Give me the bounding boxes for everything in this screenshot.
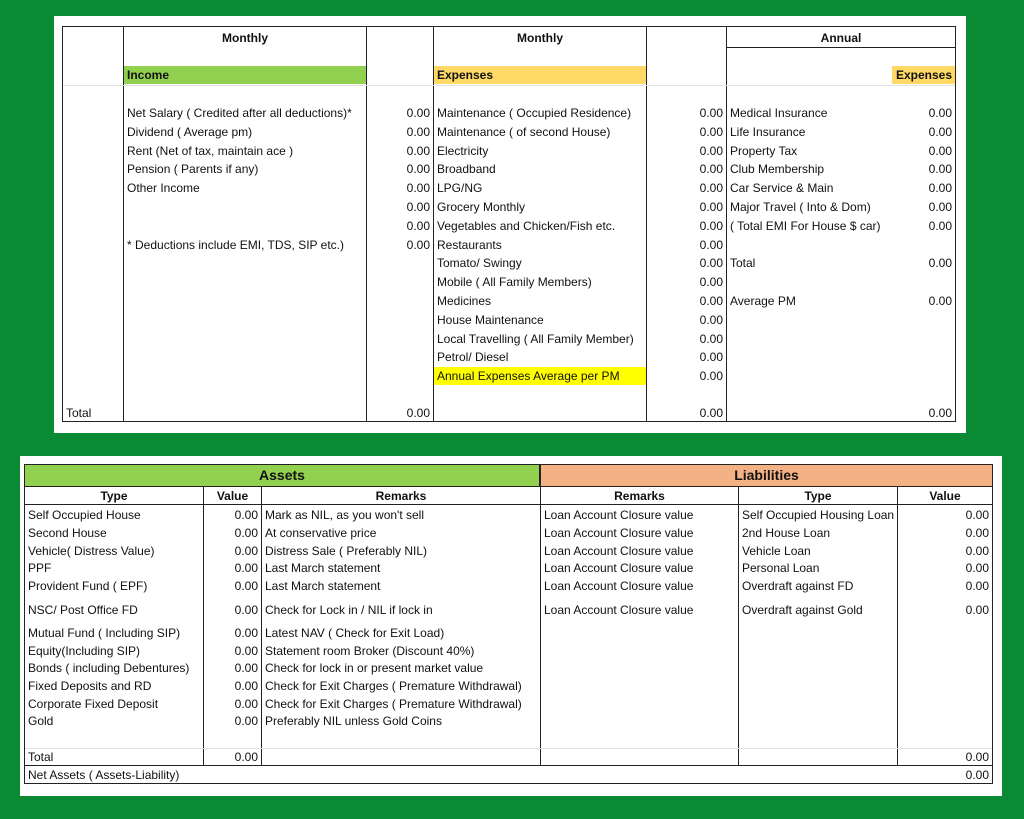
expense-item-value[interactable]: 0.00 [699,124,723,139]
annual-expenses-section-label: Expenses [892,66,955,84]
expense-item-label: Local Travelling ( All Family Member) [437,331,634,346]
asset-type: Bonds ( including Debentures) [28,661,190,675]
income-item-value[interactable]: 0.00 [406,218,430,233]
annual-item-value[interactable]: 0.00 [928,256,952,271]
monthly-budget-sheet [54,16,966,433]
income-item-label: Other Income [127,181,200,196]
liability-value[interactable]: 0.00 [965,579,989,593]
expense-item-value[interactable]: 0.00 [699,256,723,271]
asset-value[interactable]: 0.00 [234,697,258,711]
liability-value-header: Value [929,489,961,503]
expense-item-value[interactable]: 0.00 [699,369,723,384]
income-total-value[interactable]: 0.00 [406,406,430,420]
liability-remarks: Loan Account Closure value [544,508,694,522]
annual-item-label: Club Membership [730,162,825,177]
asset-value[interactable]: 0.00 [234,579,258,593]
income-monthly-header: Monthly [222,31,268,45]
annual-item-label: Medical Insurance [730,106,828,120]
asset-value[interactable]: 0.00 [234,603,258,617]
liability-type: Overdraft against FD [742,579,854,593]
asset-type: Gold [28,714,54,728]
liability-type-header: Type [804,489,832,503]
expense-item-value[interactable]: 0.00 [699,200,723,214]
expenses-section-label: Expenses [434,66,646,84]
expense-item-label: Tomato/ Swingy [437,256,522,271]
liability-remarks-header: Remarks [614,489,665,503]
budget-total-label: Total [66,406,92,420]
asset-remarks: Check for Exit Charges ( Premature Withdrawal) [265,697,522,711]
net-assets-label: Net Assets ( Assets-Liability) [28,768,180,782]
liability-value[interactable]: 0.00 [965,603,989,617]
income-item-label: Net Salary ( Credited after all deductions)* [127,106,352,120]
expense-item-value[interactable]: 0.00 [699,237,723,252]
expense-item-label: Restaurants [437,237,502,252]
asset-value[interactable]: 0.00 [234,679,258,693]
expense-item-value[interactable]: 0.00 [699,294,723,308]
income-item-label: Dividend ( Average pm) [127,124,253,139]
annual-item-value[interactable]: 0.00 [928,181,952,196]
income-item-label: Rent (Net of tax, maintain ace ) [127,143,294,158]
liability-remarks: Loan Account Closure value [544,544,694,558]
expense-item-label: Vegetables and Chicken/Fish etc. [437,218,616,233]
total-assets-value[interactable]: 0.00 [234,750,258,764]
annual-item-value[interactable]: 0.00 [928,143,952,158]
asset-type: PPF [28,561,52,575]
annual-item-label: Property Tax [730,143,798,158]
annual-total-value[interactable]: 0.00 [928,406,952,420]
annual-item-value[interactable]: 0.00 [928,106,952,120]
asset-value[interactable]: 0.00 [234,508,258,522]
asset-type-header: Type [100,489,128,503]
asset-type: Vehicle( Distress Value) [28,544,155,558]
net-assets-value[interactable]: 0.00 [965,768,989,782]
liability-type: 2nd House Loan [742,526,831,540]
asset-type: Second House [28,526,107,540]
annual-item-label: Life Insurance [730,124,806,139]
asset-remarks: Check for Lock in / NIL if lock in [265,603,433,617]
expense-item-label: LPG/NG [437,181,483,196]
asset-value[interactable]: 0.00 [234,661,258,675]
asset-value[interactable]: 0.00 [234,644,258,658]
asset-remarks: Mark as NIL, as you won't sell [265,508,425,522]
asset-type: Self Occupied House [28,508,141,522]
liability-value[interactable]: 0.00 [965,508,989,522]
annual-item-label: Average PM [730,294,796,308]
expense-item-label: Electricity [437,143,489,158]
annual-item-value[interactable]: 0.00 [928,218,952,233]
asset-remarks: Distress Sale ( Preferably NIL) [265,544,428,558]
expense-item-value[interactable]: 0.00 [699,275,723,290]
total-liabilities-value[interactable]: 0.00 [965,750,989,764]
annual-header: Annual [820,31,862,45]
expense-item-label: Maintenance ( Occupied Residence) [437,106,632,120]
income-item-value[interactable]: 0.00 [406,106,430,120]
annual-item-label: Total [730,256,756,271]
asset-remarks: Last March statement [265,579,381,593]
asset-remarks: Preferably NIL unless Gold Coins [265,714,442,728]
expense-item-value[interactable]: 0.00 [699,162,723,177]
income-item-value[interactable]: 0.00 [406,181,430,196]
asset-value[interactable]: 0.00 [234,544,258,558]
expense-item-value[interactable]: 0.00 [699,312,723,327]
liability-value[interactable]: 0.00 [965,561,989,575]
asset-remarks: Statement room Broker (Discount 40%) [265,644,475,658]
liability-value[interactable]: 0.00 [965,526,989,540]
asset-remarks: Latest NAV ( Check for Exit Load) [265,626,445,640]
income-item-value[interactable]: 0.00 [406,237,430,252]
expense-item-value[interactable]: 0.00 [699,143,723,158]
annual-item-label: Major Travel ( Into & Dom) [730,200,871,214]
income-item-value[interactable]: 0.00 [406,200,430,214]
expense-item-label: Petrol/ Diesel [437,350,509,365]
liability-remarks: Loan Account Closure value [544,603,694,617]
income-item-label: Pension ( Parents if any) [127,162,259,177]
annual-item-label: Car Service & Main [730,181,834,196]
asset-type: Corporate Fixed Deposit [28,697,159,711]
liability-remarks: Loan Account Closure value [544,561,694,575]
expense-item-value[interactable]: 0.00 [699,218,723,233]
asset-value[interactable]: 0.00 [234,626,258,640]
asset-type: Provident Fund ( EPF) [28,579,148,593]
asset-value[interactable]: 0.00 [234,526,258,540]
asset-value[interactable]: 0.00 [234,561,258,575]
expense-item-label: Medicines [437,294,492,308]
liability-remarks: Loan Account Closure value [544,526,694,540]
annual-item-value[interactable]: 0.00 [928,162,952,177]
liability-value[interactable]: 0.00 [965,544,989,558]
income-item-value[interactable]: 0.00 [406,143,430,158]
expense-item-value[interactable]: 0.00 [699,331,723,346]
liability-remarks: Loan Account Closure value [544,579,694,593]
liability-type: Vehicle Loan [742,544,811,558]
expense-item-label: Annual Expenses Average per PM [434,367,646,385]
annual-item-value[interactable]: 0.00 [928,200,952,214]
asset-remarks-header: Remarks [375,489,427,503]
annual-item-label: ( Total EMI For House $ car) [730,218,881,233]
asset-value-header: Value [216,489,249,503]
income-item-value[interactable]: 0.00 [406,124,430,139]
expense-item-label: Broadband [437,162,496,177]
income-item-label: * Deductions include EMI, TDS, SIP etc.) [127,237,344,252]
liability-type: Overdraft against Gold [742,603,863,617]
networth-total-label: Total [28,750,54,764]
asset-type: Fixed Deposits and RD [28,679,152,693]
annual-item-value[interactable]: 0.00 [928,294,952,308]
expense-item-value[interactable]: 0.00 [699,350,723,365]
liability-type: Self Occupied Housing Loan [742,508,895,522]
expenses-total-value[interactable]: 0.00 [699,406,723,420]
expense-item-label: Mobile ( All Family Members) [437,275,592,290]
asset-type: NSC/ Post Office FD [28,603,138,617]
expense-item-label: Grocery Monthly [437,200,526,214]
asset-value[interactable]: 0.00 [234,714,258,728]
asset-remarks: At conservative price [265,526,377,540]
expense-item-value[interactable]: 0.00 [699,106,723,120]
income-section-label: Income [124,66,366,84]
liability-type: Personal Loan [742,561,820,575]
assets-title: Assets [24,464,540,487]
asset-remarks: Check for lock in or present market value [265,661,484,675]
income-item-value[interactable]: 0.00 [406,162,430,177]
asset-remarks: Last March statement [265,561,381,575]
expense-item-label: Maintenance ( of second House) [437,124,611,139]
net-worth-sheet [20,456,1002,796]
annual-item-value[interactable]: 0.00 [928,124,952,139]
asset-remarks: Check for Exit Charges ( Premature Withdrawal) [265,679,522,693]
expense-item-label: House Maintenance [437,312,544,327]
liabilities-title: Liabilities [540,464,993,487]
asset-type: Mutual Fund ( Including SIP) [28,626,181,640]
expense-item-value[interactable]: 0.00 [699,181,723,196]
asset-type: Equity(Including SIP) [28,644,141,658]
expenses-monthly-header: Monthly [517,31,563,45]
